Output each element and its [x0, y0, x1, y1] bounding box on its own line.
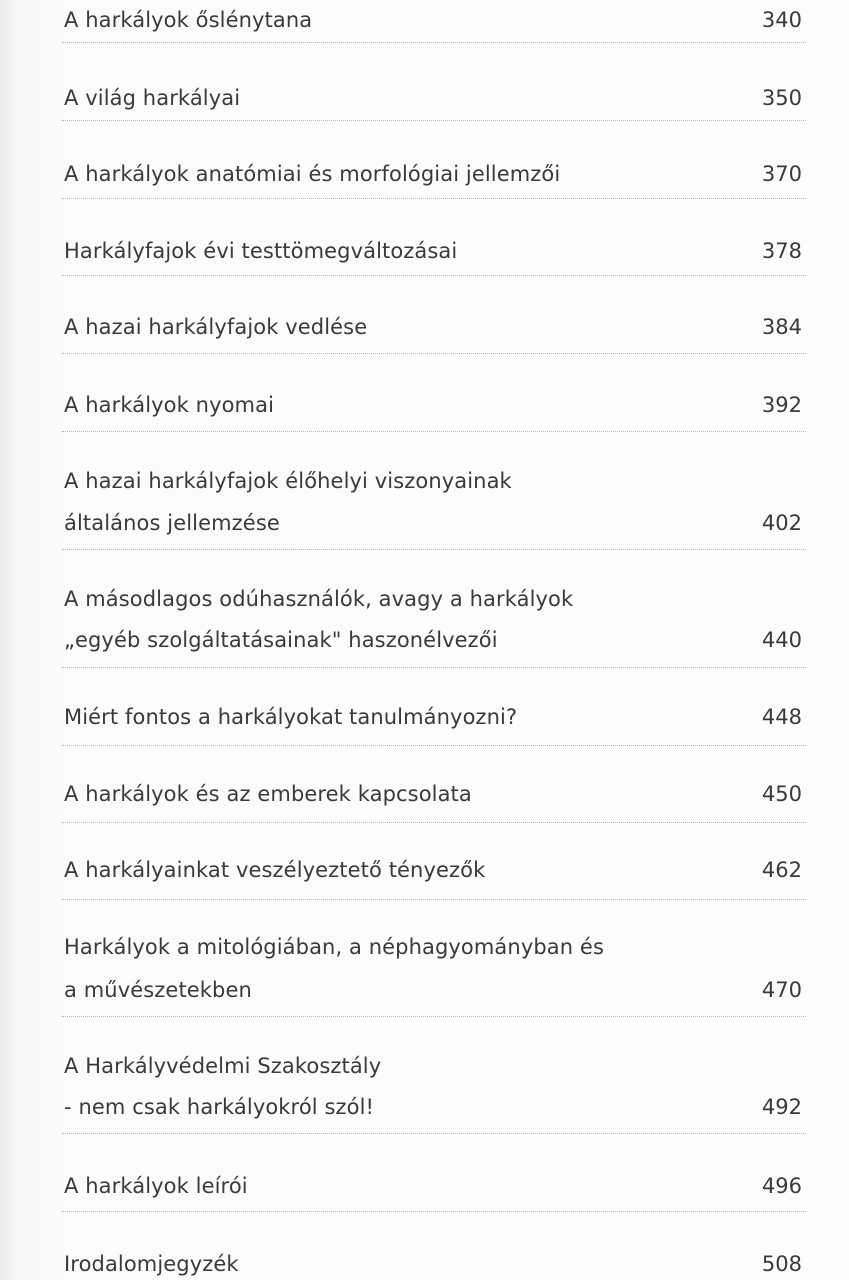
- toc-entry-title: A hazai harkályfajok élőhelyi viszonyainak: [64, 469, 512, 493]
- toc-entry-title: A harkályok és az emberek kapcsolata: [64, 782, 472, 806]
- toc-entry-page: 448: [761, 705, 802, 729]
- toc-entry[interactable]: [62, 667, 806, 746]
- toc-entry-page: 340: [761, 8, 802, 32]
- toc-entry-title: A másodlagos odúhasználók, avagy a harkályok: [64, 587, 574, 611]
- toc-entry-page: 440: [761, 628, 802, 652]
- toc-entry-page: 470: [761, 978, 802, 1002]
- toc-entry-title: A harkályok leírói: [64, 1174, 248, 1198]
- toc-entry-title: Irodalomjegyzék: [64, 1252, 239, 1276]
- toc-entry-page: 402: [761, 511, 802, 535]
- toc-entry[interactable]: [62, 1133, 806, 1212]
- toc-entry-title: A hazai harkályfajok vedlése: [64, 315, 368, 339]
- toc-entry[interactable]: [62, 899, 806, 1017]
- toc-entry[interactable]: [62, 1211, 806, 1280]
- toc-entry[interactable]: [62, 120, 806, 199]
- toc-entry[interactable]: [62, 431, 806, 550]
- toc-entry-page: 492: [761, 1095, 802, 1119]
- toc-entry[interactable]: [62, 549, 806, 668]
- toc-entry[interactable]: [62, 198, 806, 276]
- toc-entry-title: A harkályainkat veszélyeztető tényezők: [64, 858, 486, 882]
- toc-entry-page: 392: [761, 393, 802, 417]
- toc-entry-title: A Harkályvédelmi Szakosztály: [64, 1054, 382, 1078]
- toc-entry-title: A harkályok nyomai: [64, 393, 275, 417]
- toc-entry-title-continued: „egyéb szolgáltatásainak" haszonélvezői: [64, 628, 498, 652]
- toc-entry-title: Harkályok a mitológiában, a néphagyományban és: [64, 935, 604, 959]
- toc-entry[interactable]: [62, 822, 806, 900]
- toc-entry-title: Harkályfajok évi testtömegváltozásai: [64, 239, 458, 263]
- toc-entry[interactable]: [62, 0, 806, 43]
- toc-entry-page: 378: [761, 239, 802, 263]
- toc-entry-title-continued: a művészetekben: [64, 978, 252, 1002]
- toc-entry-page: 384: [761, 315, 802, 339]
- toc-entry[interactable]: [62, 745, 806, 823]
- toc-entry-page: 350: [761, 86, 802, 110]
- toc-entry-title: Miért fontos a harkályokat tanulmányozni?: [64, 705, 518, 729]
- toc-entry-page: 370: [761, 162, 802, 186]
- toc-entry-page: 462: [761, 858, 802, 882]
- toc-entry-title-continued: általános jellemzése: [64, 511, 280, 535]
- toc-entry-page: 450: [761, 782, 802, 806]
- toc-entry-title: A harkályok őslénytana: [64, 8, 313, 32]
- toc-entry-title: A világ harkályai: [64, 86, 241, 110]
- toc-entry[interactable]: [62, 353, 806, 432]
- toc-entry[interactable]: [62, 42, 806, 121]
- toc-entry[interactable]: [62, 275, 806, 354]
- toc-entry-title: A harkályok anatómiai és morfológiai jellemzői: [64, 162, 561, 186]
- toc-entry-page: 496: [761, 1174, 802, 1198]
- toc-entry-title-continued: - nem csak harkályokról szól!: [64, 1095, 375, 1119]
- toc-entry[interactable]: [62, 1016, 806, 1134]
- toc-entry-page: 508: [761, 1252, 802, 1276]
